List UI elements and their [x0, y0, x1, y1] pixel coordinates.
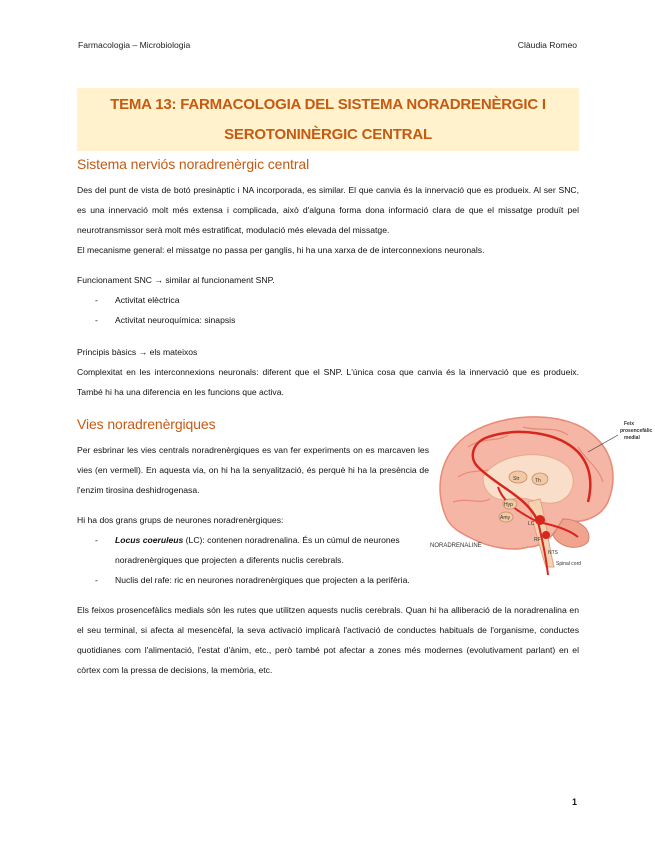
- principis-text: Complexitat en les interconnexions neuronals: diferent que el SNP. L'única cosa que canvia és la innervació que es produeix. També hi ha una diferencia en les funcions que activa.: [77, 367, 579, 397]
- title-box: [77, 88, 579, 151]
- grups-intro: Hi ha dos grans grups de neurones noradrenèrgiques:: [77, 515, 284, 525]
- section2-heading: Vies noradrenèrgiques: [77, 416, 216, 432]
- principis-label: Principis bàsics → els mateixos: [77, 347, 198, 357]
- page-number: 1: [571, 797, 577, 807]
- label-feix-1: Feix: [624, 421, 635, 427]
- section2-paragraph-1: Per esbrinar les vies centrals noradrenèrgiques es van fer experiments on es marcaven les vies (en vermell). En aquesta via, on hi ha la senyalització, és perquè hi ha la presència de l'enzim tirosina deshidrogenasa.: [77, 445, 429, 495]
- principis-block: [77, 342, 579, 402]
- label-str: Str: [513, 476, 520, 482]
- grups-list: [77, 530, 452, 590]
- list-item: - Activitat neuroquímica: sinapsis: [95, 315, 236, 325]
- section1-paragraph-2: El mecanisme general: el missatge no passa per ganglis, hi ha una xarxa de de interconnexions neuronals.: [77, 245, 485, 255]
- funcionament-list: [77, 290, 235, 330]
- label-rf: RF: [534, 537, 541, 543]
- label-spinal-cord: Spinal cord: [556, 561, 582, 567]
- label-feix-2: prosencefàlic: [620, 428, 653, 434]
- title-line-1: TEMA 13: FARMACOLOGIA DEL SISTEMA NORADRENÈRGIC I: [110, 96, 546, 113]
- label-noradrenaline: NORADRENALINE: [430, 543, 482, 549]
- header-left: Farmacologia – Microbiologia: [78, 40, 191, 50]
- label-th: Th: [535, 478, 541, 484]
- label-nts: NTS: [548, 550, 558, 556]
- header-right: Clàudia Romeo: [517, 40, 577, 50]
- label-lc: LC: [528, 521, 535, 527]
- title-line-2: SEROTONINÈRGIC CENTRAL: [224, 126, 432, 143]
- label-amy: Amy: [500, 515, 510, 521]
- funcionament-line: Funcionament SNC → similar al funcionament SNP.: [77, 275, 275, 285]
- list-item: - Nuclis del rafe: ric en neurones noradrenèrgiques que projecten a la perifèria.: [95, 575, 410, 585]
- label-feix-3: medial: [624, 435, 640, 441]
- rf-nucleus: [542, 531, 550, 539]
- section1-text: [77, 180, 579, 260]
- section1-heading: Sistema nerviós noradrenèrgic central: [77, 156, 310, 172]
- list-item: - Locus coeruleus (LC): contenen noradrenalina. És un cúmul de neurones noradrenèrgiques que projecten a diferents nuclis cerebrals.: [95, 535, 400, 565]
- list-item: - Activitat elèctrica: [95, 295, 180, 305]
- section1-paragraph-1: Des del punt de vista de botó presinàptic i NA incorporada, es similar. El que canvia és la innervació que es produeix. Al ser SNC, es una innervació molt més extensa i complicada, això d'alguna forma dona informació clara de que el missatge produït pel neurotransmissor serà molt més estratificat, modulació més elevada del missatge.: [77, 185, 579, 235]
- label-hyp: Hyp: [504, 502, 513, 508]
- lc-nucleus: [535, 515, 545, 525]
- brain-noradrenergic-diagram: [428, 407, 655, 579]
- section2-paragraph-final: Els feixos prosencefàlics medials són les rutes que utilitzen aquests nuclis cerebrals. Quan hi ha alliberació de la noradrenalina en el seu terminal, si afecta al mesencèfal, la seva activació implicarà l'activació de conductes habituals de l'organisme, conductes quotidianes com l'alimentació, l'estat d'ànim, etc., però també pot afectar a zones més modernes (evolutivament parlant) en el còrtex com la pressa de decisions, la memòria, etc.: [77, 605, 579, 675]
